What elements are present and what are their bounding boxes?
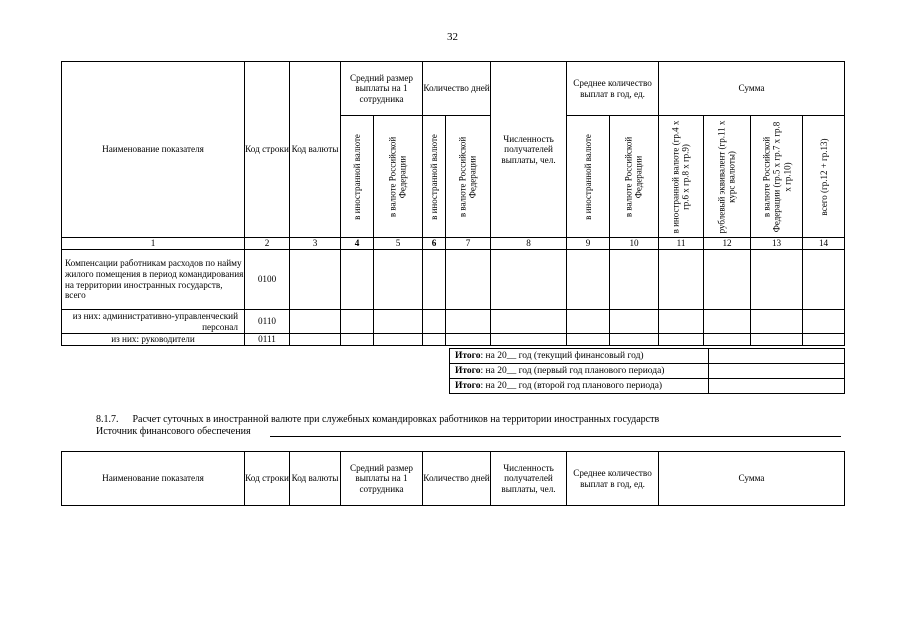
section-number: 8.1.7. xyxy=(96,414,119,425)
header-days-rub: в валюте Российской Федерации xyxy=(446,116,491,238)
totals-amount-cell[interactable] xyxy=(709,349,845,364)
header-sum-rub: в валюте Российской Федерации (гр.5 х гр.7 х гр.8 х гр.10) xyxy=(751,116,803,238)
section-title: Расчет суточных в иностранной валюте при служебных командировках работников на территории иностранных государств xyxy=(132,414,660,425)
header-recipients: Численность получателей выплаты, чел. xyxy=(491,452,567,506)
page-number: 32 xyxy=(447,31,458,43)
totals-amount-cell[interactable] xyxy=(709,379,845,394)
col-number: 5 xyxy=(374,238,423,250)
header-sum-total: всего (гр.12 + гр.13) xyxy=(803,116,845,238)
col-number: 6 xyxy=(423,238,446,250)
data-cell[interactable] xyxy=(290,250,341,310)
data-cell[interactable] xyxy=(704,334,751,346)
data-cell[interactable] xyxy=(803,310,845,334)
data-cell[interactable] xyxy=(491,334,567,346)
data-cell[interactable] xyxy=(374,250,423,310)
data-cell[interactable] xyxy=(423,310,446,334)
data-cell[interactable] xyxy=(374,310,423,334)
header-avg-payment: Средний размер выплаты на 1 сотрудника xyxy=(341,62,423,116)
header-name: Наименование показателя xyxy=(62,62,245,238)
col-number: 9 xyxy=(567,238,610,250)
data-cell[interactable] xyxy=(803,250,845,310)
data-cell[interactable] xyxy=(659,310,704,334)
header-count-rub: в валюте Российской Федерации xyxy=(610,116,659,238)
data-cell[interactable] xyxy=(803,334,845,346)
header-avg-count: Среднее количество выплат в год, ед. xyxy=(567,452,659,506)
totals-label: Итого: на 20__ год (второй год планового периода) xyxy=(450,379,709,394)
header-avg-payment: Средний размер выплаты на 1 сотрудника xyxy=(341,452,423,506)
data-cell[interactable] xyxy=(341,250,374,310)
header-code-currency: Код валюты xyxy=(290,62,341,238)
funding-source-field[interactable] xyxy=(270,436,841,437)
totals-row xyxy=(450,379,845,394)
data-cell[interactable] xyxy=(704,310,751,334)
data-cell[interactable] xyxy=(446,250,491,310)
row-name: из них: административно-управленческий персонал xyxy=(62,310,245,334)
data-cell[interactable] xyxy=(751,250,803,310)
data-cell[interactable] xyxy=(610,334,659,346)
data-cell[interactable] xyxy=(704,250,751,310)
header-sum: Сумма xyxy=(659,62,845,116)
col-number: 4 xyxy=(341,238,374,250)
header-count-foreign: в иностранной валюте xyxy=(567,116,610,238)
second-table xyxy=(61,451,845,506)
table-row xyxy=(62,250,845,310)
header-avg-foreign: в иностранной валюте xyxy=(341,116,374,238)
col-number: 3 xyxy=(290,238,341,250)
data-cell[interactable] xyxy=(567,310,610,334)
header-days-foreign: в иностранной валюте xyxy=(423,116,446,238)
header-code-row: Код строки xyxy=(245,62,290,238)
row-code: 0110 xyxy=(245,310,290,334)
col-number: 11 xyxy=(659,238,704,250)
data-cell[interactable] xyxy=(751,310,803,334)
main-table xyxy=(61,61,845,346)
totals-row xyxy=(450,364,845,379)
col-number: 8 xyxy=(491,238,567,250)
header-code-currency: Код валюты xyxy=(290,452,341,506)
section-heading xyxy=(96,414,659,426)
data-cell[interactable] xyxy=(423,250,446,310)
col-number: 12 xyxy=(704,238,751,250)
header-avg-count: Среднее количество выплат в год, ед. xyxy=(567,62,659,116)
header-sum: Сумма xyxy=(659,452,845,506)
header-sum-rub-equiv: рублевый эквивалент (гр.11 х курс валюты) xyxy=(704,116,751,238)
data-cell[interactable] xyxy=(290,334,341,346)
data-cell[interactable] xyxy=(567,250,610,310)
data-cell[interactable] xyxy=(446,334,491,346)
row-name: Компенсации работникам расходов по найму жилого помещения в период командирования на территории иностранных государств, всего xyxy=(62,250,245,310)
totals-label: Итого: на 20__ год (первый год планового периода) xyxy=(450,364,709,379)
data-cell[interactable] xyxy=(374,334,423,346)
row-code: 0111 xyxy=(245,334,290,346)
data-cell[interactable] xyxy=(610,310,659,334)
header-avg-rub: в валюте Российской Федерации xyxy=(374,116,423,238)
totals-row xyxy=(450,349,845,364)
header-sum-foreign: в иностранной валюте (гр.4 х гр.6 х гр.8 х гр.9) xyxy=(659,116,704,238)
data-cell[interactable] xyxy=(567,334,610,346)
header-days-count: Количество дней xyxy=(423,62,491,116)
funding-source-label: Источник финансового обеспечения xyxy=(96,426,251,437)
col-number: 14 xyxy=(803,238,845,250)
col-number: 2 xyxy=(245,238,290,250)
data-cell[interactable] xyxy=(423,334,446,346)
totals-amount-cell[interactable] xyxy=(709,364,845,379)
totals-label: Итого: на 20__ год (текущий финансовый год) xyxy=(450,349,709,364)
data-cell[interactable] xyxy=(610,250,659,310)
data-cell[interactable] xyxy=(659,334,704,346)
header-recipients: Численность получателей выплаты, чел. xyxy=(491,62,567,238)
table-row xyxy=(62,310,845,334)
header-days-count: Количество дней xyxy=(423,452,491,506)
data-cell[interactable] xyxy=(491,310,567,334)
totals-table xyxy=(449,348,845,394)
data-cell[interactable] xyxy=(446,310,491,334)
data-cell[interactable] xyxy=(290,310,341,334)
data-cell[interactable] xyxy=(659,250,704,310)
row-name: из них: руководители xyxy=(62,334,245,346)
header-code-row: Код строки xyxy=(245,452,290,506)
col-number: 7 xyxy=(446,238,491,250)
col-number: 13 xyxy=(751,238,803,250)
header-name: Наименование показателя xyxy=(62,452,245,506)
table-row xyxy=(62,334,845,346)
row-code: 0100 xyxy=(245,250,290,310)
data-cell[interactable] xyxy=(341,310,374,334)
col-number: 10 xyxy=(610,238,659,250)
col-number: 1 xyxy=(62,238,245,250)
data-cell[interactable] xyxy=(341,334,374,346)
data-cell[interactable] xyxy=(491,250,567,310)
data-cell[interactable] xyxy=(751,334,803,346)
